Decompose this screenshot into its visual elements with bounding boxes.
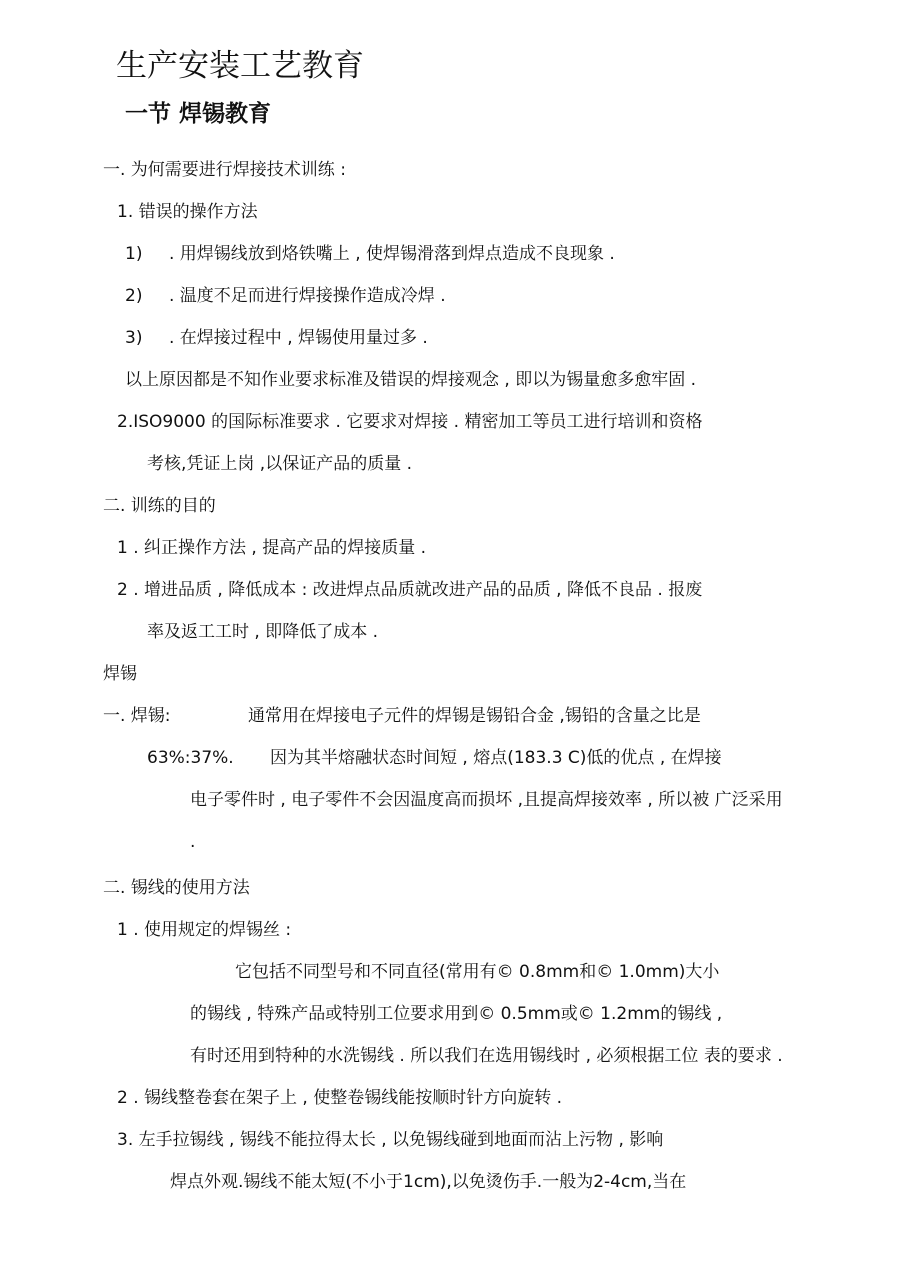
subitem-text: . 温度不足而进行焊接操作造成冷焊 . xyxy=(169,286,446,306)
subitem-number: 3) xyxy=(125,328,143,348)
item-pull-wire-line1: 3. 左手拉锡线 , 锡线不能拉得太长 , 以免锡线碰到地面而沾上污物 , 影响 xyxy=(117,1130,664,1150)
solder-description-line4: . xyxy=(190,832,196,852)
subitem-3 xyxy=(125,327,428,349)
item-quality-line2: 率及返工工时 , 即降低了成本 . xyxy=(147,622,379,642)
heading-training-purpose: 二. 训练的目的 xyxy=(103,496,216,516)
section-title: 一节 焊锡教育 xyxy=(125,101,272,127)
solder-ratio: 63%:37%. xyxy=(147,748,234,768)
heading-wire-usage: 二. 锡线的使用方法 xyxy=(103,878,250,898)
item-correct-method: 1 . 纠正操作方法 , 提高产品的焊接质量 . xyxy=(117,538,427,558)
item-wrong-method: 1. 错误的操作方法 xyxy=(117,202,258,222)
wire-description-line1: 它包括不同型号和不同直径(常用有© 0.8mm和© 1.0mm)大小 xyxy=(235,962,720,982)
wire-description-line3: 有时还用到特种的水洗锡线 . 所以我们在选用锡线时 , 必须根据工位 表的要求 . xyxy=(190,1046,783,1066)
item-wire-rack: 2 . 锡线整卷套在架子上 , 使整卷锡线能按顺时针方向旋转 . xyxy=(117,1088,563,1108)
item-iso9000-line1: 2.ISO9000 的国际标准要求 . 它要求对焊接 . 精密加工等员工进行培训和资格 xyxy=(117,412,703,432)
item-iso9000-line2: 考核,凭证上岗 ,以保证产品的质量 . xyxy=(147,454,413,474)
heading-why-training: 一. 为何需要进行焊接技术训练 : xyxy=(103,160,346,180)
solder-description-line1: 通常用在焊接电子元件的焊锡是锡铅合金 ,锡铅的含量之比是 xyxy=(248,706,701,726)
subitem-2 xyxy=(125,285,446,307)
item-pull-wire-line2: 焊点外观.锡线不能太短(不小于1cm),以免烫伤手.一般为2-4cm,当在 xyxy=(170,1172,687,1192)
wire-description-line2: 的锡线 , 特殊产品或特别工位要求用到© 0.5mm或© 1.2mm的锡线 , xyxy=(190,1004,723,1024)
summary-paragraph: 以上原因都是不知作业要求标准及错误的焊接观念 , 即以为锡量愈多愈牢固 . xyxy=(125,370,697,390)
page-title: 生产安装工艺教育 xyxy=(116,48,364,84)
subitem-text: . 在焊接过程中 , 焊锡使用量过多 . xyxy=(169,328,428,348)
subitem-number: 2) xyxy=(125,286,143,306)
heading-solder: 一. 焊锡: xyxy=(103,706,171,726)
subitem-number: 1) xyxy=(125,244,143,264)
solder-description-line2: 因为其半熔融状态时间短 , 熔点(183.3 C)低的优点 , 在焊接 xyxy=(270,748,722,768)
subitem-text: . 用焊锡线放到烙铁嘴上 , 使焊锡滑落到焊点造成不良现象 . xyxy=(169,244,615,264)
solder-label: 焊锡 xyxy=(103,664,137,684)
item-quality-line1: 2 . 增进品质 , 降低成本 : 改进焊点品质就改进产品的品质 , 降低不良品 . 报废 xyxy=(117,580,703,600)
solder-description-line3: 电子零件时 , 电子零件不会因温度高而损坏 ,且提高焊接效率 , 所以被 广泛采用 xyxy=(190,790,783,810)
item-specified-wire: 1 . 使用规定的焊锡丝 : xyxy=(117,920,292,940)
subitem-1 xyxy=(125,243,615,265)
